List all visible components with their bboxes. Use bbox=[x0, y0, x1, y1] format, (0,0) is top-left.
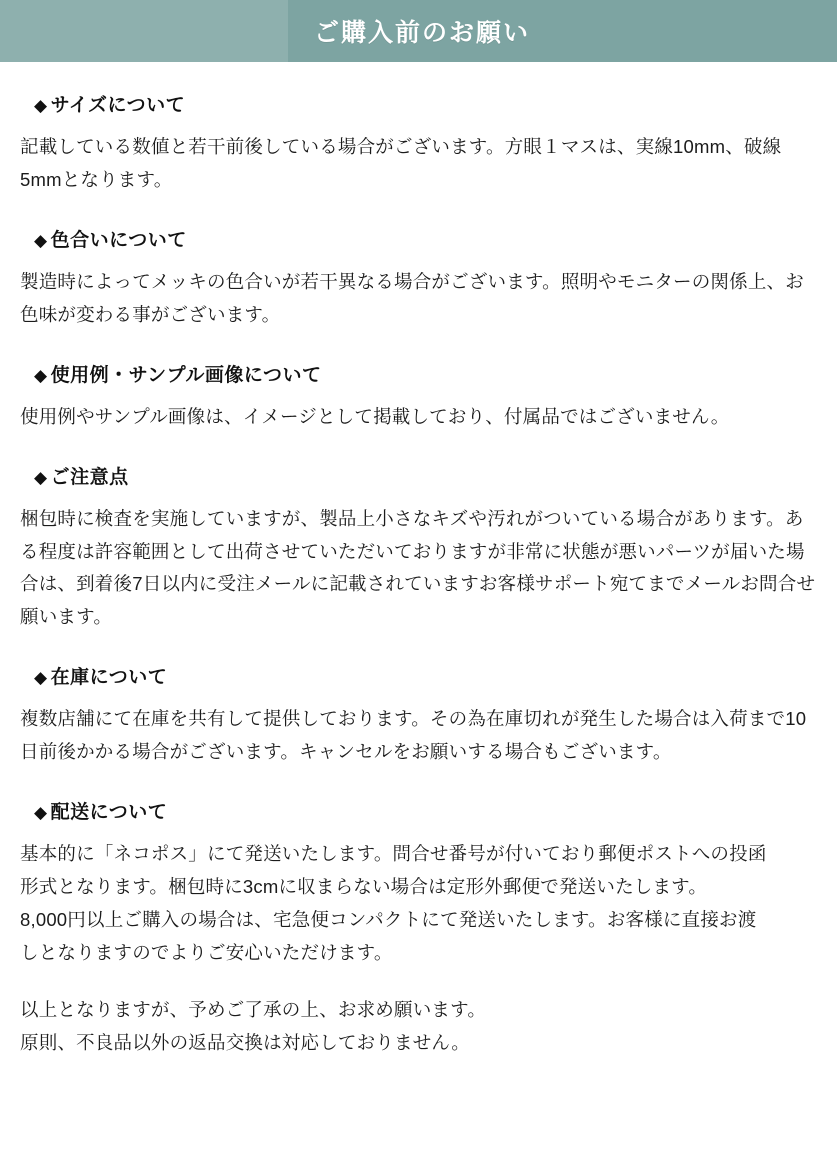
section-stock bbox=[20, 662, 819, 769]
section-shipping-line-1: 基本的に「ネコポス」にて発送いたします。問合せ番号が付いており郵便ポストへの投函 bbox=[20, 843, 767, 865]
section-sample-image-body: 使用例やサンプル画像は、イメージとして掲載しており、付属品ではございません。 bbox=[20, 405, 730, 427]
section-shipping-line-4: しとなりますのでよりご安心いただけます。 bbox=[20, 941, 393, 963]
section-size-body: 記載している数値と若干前後している場合がございます。方眼１マスは、実線10mm、破線5mmとなります。 bbox=[20, 136, 782, 190]
section-shipping bbox=[20, 797, 819, 970]
diamond-icon: ◆ bbox=[34, 96, 48, 115]
section-sample-image-heading-text: 使用例・サンプル画像について bbox=[50, 364, 322, 386]
section-shipping-body bbox=[20, 838, 819, 970]
section-notes bbox=[20, 462, 819, 635]
header-band bbox=[0, 0, 837, 62]
section-size-heading bbox=[20, 90, 819, 117]
closing-note bbox=[20, 994, 819, 1060]
diamond-icon: ◆ bbox=[34, 803, 48, 823]
section-size bbox=[20, 90, 819, 197]
diamond-icon: ◆ bbox=[34, 668, 48, 688]
page-title: ご購入前のお願い bbox=[314, 19, 531, 47]
diamond-icon: ◆ bbox=[34, 467, 48, 487]
section-stock-body: 複数店舗にて在庫を共有して提供しております。その為在庫切れが発生した場合は入荷まで10日前後かかる場合がございます。キャンセルをお願いする場合もございます。 bbox=[20, 708, 807, 763]
closing-line-1: 以上となりますが、予めご了承の上、お求め願います。 bbox=[20, 998, 487, 1020]
section-color bbox=[20, 225, 819, 332]
section-shipping-heading-text: 配送について bbox=[50, 802, 168, 824]
section-notes-body: 梱包時に検査を実施していますが、製品上小さなキズや汚れがついている場合があります。ある程度は許容範囲として出荷させていただいておりますが非常に状態が悪いパーツが届いた場合は、到着後7日以内に受注メールに記載されていますお客様サポート宛てまでメールお問合せ願います。 bbox=[20, 507, 816, 628]
section-stock-heading bbox=[20, 662, 819, 689]
diamond-icon: ◆ bbox=[34, 230, 48, 250]
section-sample-image-heading bbox=[20, 360, 819, 387]
section-shipping-heading bbox=[20, 797, 819, 824]
section-color-heading-text: 色合いについて bbox=[50, 229, 187, 251]
header-title-bar bbox=[288, 0, 837, 62]
section-stock-heading-text: 在庫について bbox=[50, 667, 168, 689]
section-color-body: 製造時によってメッキの色合いが若干異なる場合がございます。照明やモニターの関係上、お色味が変わる事がございます。 bbox=[20, 270, 804, 325]
section-sample-image bbox=[20, 360, 819, 434]
section-shipping-line-3: 8,000円以上ご購入の場合は、宅急便コンパクトにて発送いたします。お客様に直接お渡 bbox=[20, 908, 757, 930]
section-shipping-line-2: 形式となります。梱包時に3cmに収まらない場合は定形外郵便で発送いたします。 bbox=[20, 876, 708, 898]
closing-line-2: 原則、不良品以外の返品交換は対応しておりません。 bbox=[20, 1031, 470, 1053]
section-notes-heading bbox=[20, 462, 819, 489]
section-color-heading bbox=[20, 225, 819, 252]
section-size-heading-text: サイズについて bbox=[50, 95, 186, 116]
content-area bbox=[0, 62, 837, 1060]
section-notes-heading-text: ご注意点 bbox=[50, 466, 129, 488]
diamond-icon: ◆ bbox=[34, 365, 48, 385]
